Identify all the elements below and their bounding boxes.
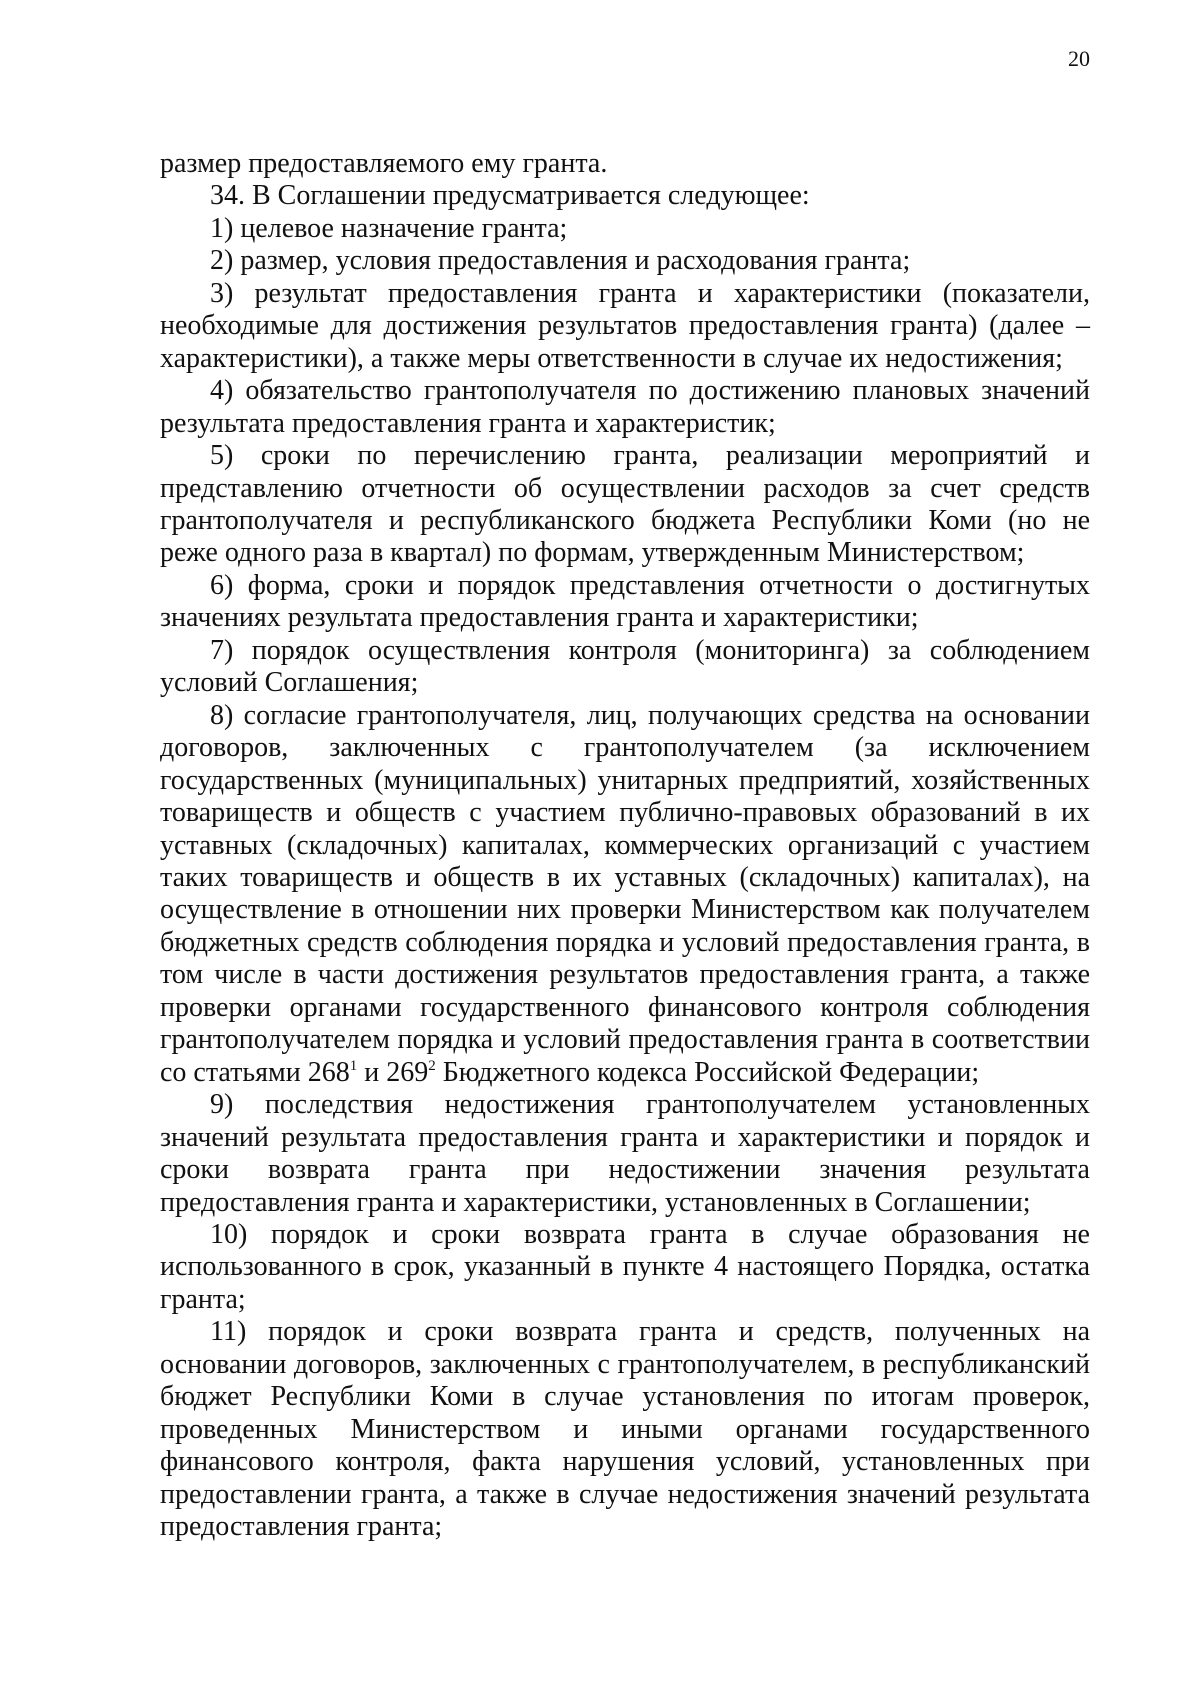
paragraph-subitem-11: 11) порядок и сроки возврата гранта и средств, полученных на основании договоров, заключенных с грантополучателем, в республиканский бюджет Республики Коми в случае установления по итогам проверок, проведенных Министерством и иными органами государственного финансового контроля, факта нарушения условий, установленных при предоставлении гранта, а также в случае недостижения значений результата предоставления гранта;	[160, 1316, 1090, 1543]
superscript-2: 2	[428, 1057, 436, 1074]
paragraph-item-34: 34. В Соглашении предусматривается следующее:	[210, 180, 810, 212]
paragraph-subitem-10: 10) порядок и сроки возврата гранта в случае образования не использованного в срок, указанный в пункте 4 настоящего Порядка, остатка гранта;	[160, 1218, 1090, 1315]
document-body	[160, 148, 1090, 1543]
paragraph-subitem-1: 1) целевое назначение гранта;	[210, 212, 568, 244]
paragraph-subitem-2: 2) размер, условия предоставления и расходования гранта;	[210, 245, 911, 277]
paragraph-subitem-3: 3) результат предоставления гранта и характеристики (показатели, необходимые для достижения результатов предоставления гранта) (далее – характеристики), а также меры ответственности в случае их недостижения;	[160, 277, 1090, 374]
subitem-8-text-cont: и 269	[357, 1056, 429, 1088]
page-number: 20	[1068, 46, 1090, 71]
paragraph-subitem-8	[160, 700, 1090, 1089]
paragraph-subitem-4: 4) обязательство грантополучателя по достижению плановых значений результата предоставления гранта и характеристик;	[160, 375, 1090, 439]
paragraph-subitem-7: 7) порядок осуществления контроля (мониторинга) за соблюдением условий Соглашения;	[160, 634, 1090, 699]
paragraph-continuation: размер предоставляемого ему гранта.	[160, 148, 608, 179]
paragraph-subitem-6: 6) форма, сроки и порядок представления отчетности о достигнутых значениях результата предоставления гранта и характеристики;	[160, 569, 1090, 634]
paragraph-subitem-5: 5) сроки по перечислению гранта, реализации мероприятий и представлению отчетности об осуществлении расходов за счет средств грантополучателя и республиканского бюджета Республики Коми (но не реже одного раза в квартал) по формам, утвержденным Министерством;	[160, 440, 1090, 569]
subitem-8-text: 8) согласие грантополучателя, лиц, получающих средства на основании договоров, заключенных с грантополучателем (за исключением государственных (муниципальных) унитарных предприятий, хозяйственных товариществ и обществ с участием публично-правовых образований в их уставных (складочных) капиталах, коммерческих организаций с участием таких товариществ и обществ в их уставных (складочных) капиталах), на осуществление в отношении них проверки Министерством как получателем бюджетных средств соблюдения порядка и условий предоставления гранта, в том числе в части достижения результатов предоставления гранта, а также проверки органами государственного финансового контроля соблюдения грантополучателем порядка и условий предоставления гранта в соответствии со статьями 268	[160, 699, 1090, 1088]
subitem-8-text-end: Бюджетного кодекса Российской Федерации;	[435, 1056, 980, 1088]
superscript-1: 1	[349, 1057, 358, 1074]
paragraph-subitem-9: 9) последствия недостижения грантополучателем установленных значений результата предоставления гранта и характеристики и порядок и сроки возврата гранта при недостижении значения результата предоставления гранта и характеристики, установленных в Соглашении;	[160, 1089, 1090, 1218]
